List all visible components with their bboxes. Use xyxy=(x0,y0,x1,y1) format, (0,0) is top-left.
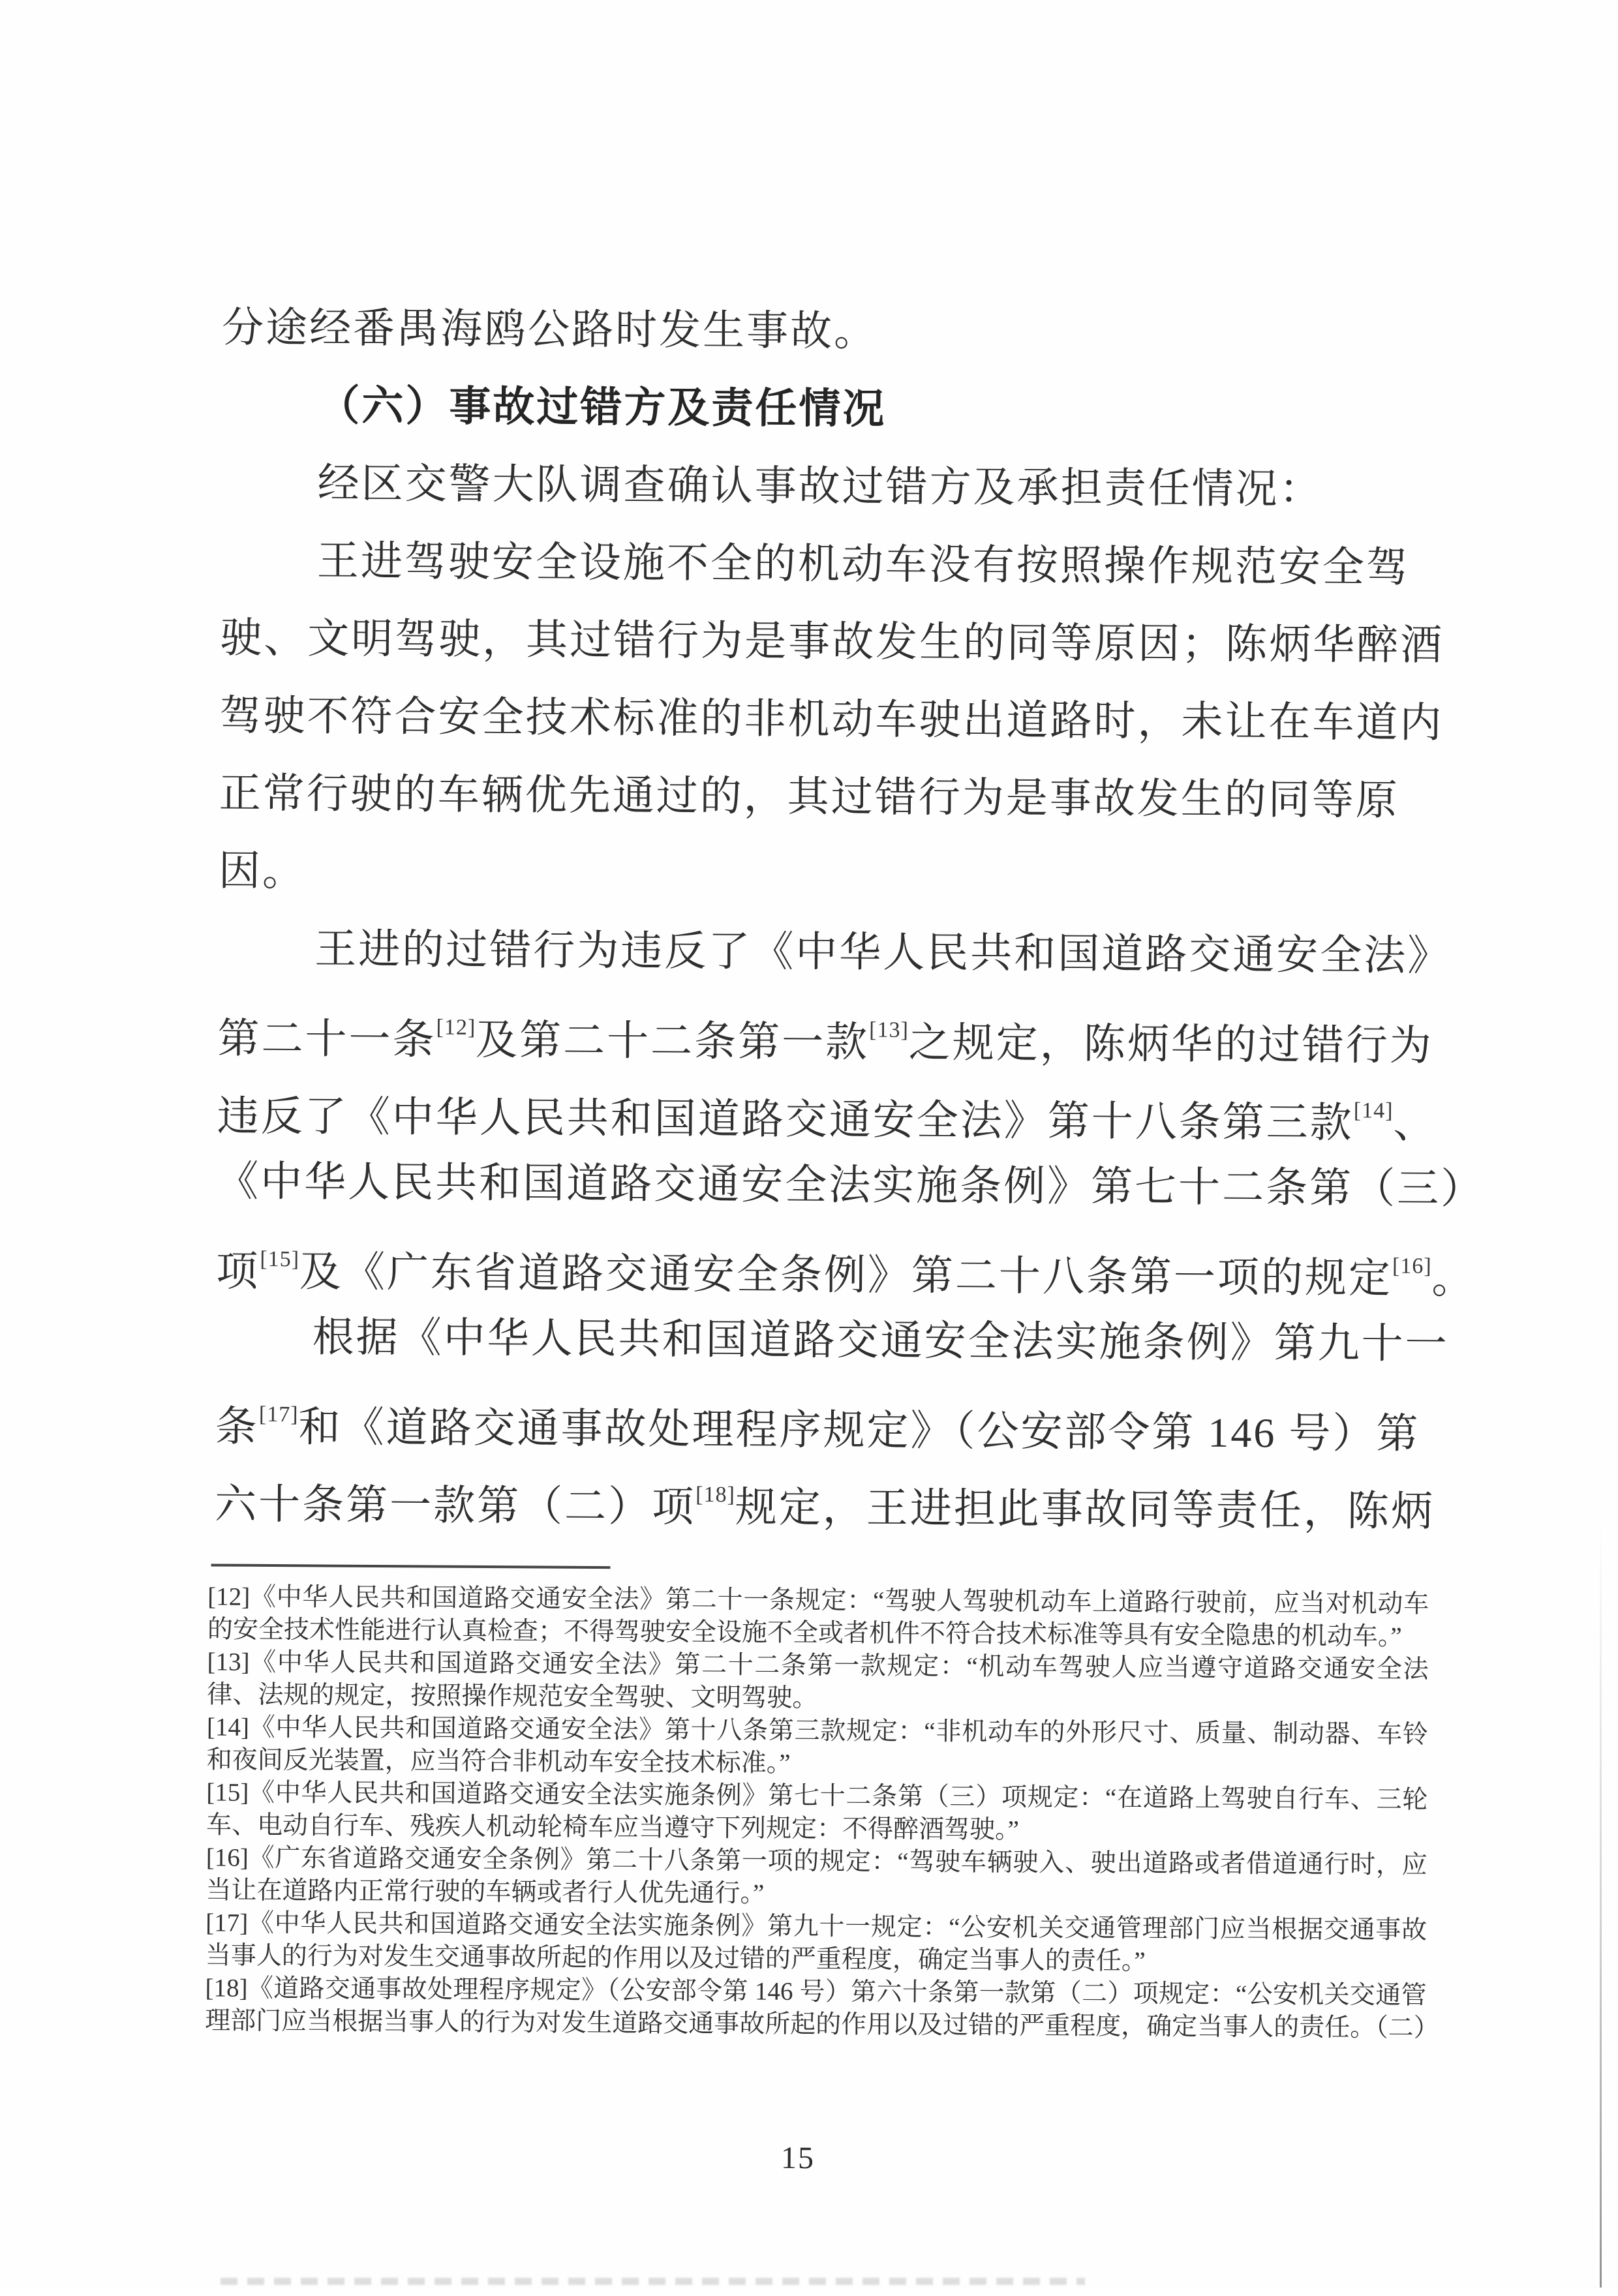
body-text-segment: 及第二十二条第一款 xyxy=(475,1016,870,1066)
footnote-item xyxy=(206,1907,1427,1979)
footnote-text: 《中华人民共和国道路交通安全法》第二十一条规定：“驾驶人驾驶机动车上道路行驶前，应当对机动车的安全技术性能进行认真检查；不得驾驶安全设施不全或者机件不符合技术标准等具有安全隐患的机动车。” xyxy=(207,1582,1429,1651)
body-text-segment: 、 xyxy=(1393,1100,1437,1147)
body-line xyxy=(215,1375,1456,1460)
footnote-marker: [13] xyxy=(207,1648,250,1676)
body-text-segment: 六十条第一款第（二）项 xyxy=(214,1481,696,1530)
footnote-text: 《道路交通事故处理程序规定》（公安部令第 146 号）第六十条第一款第（二）项规定：“公安机关交通管理部门应当根据当事人的行为对发生道路交通事故所起的作用以及过错的严重程度，确定当事人的责任。（二） xyxy=(205,1974,1439,2042)
body-text-segment: 第二十一条 xyxy=(217,1015,436,1063)
footnote-ref: [15] xyxy=(260,1246,300,1272)
footnote-item xyxy=(205,1972,1439,2044)
body-line xyxy=(215,1453,1455,1538)
body-text-segment: 分途经番禺海鸥公路时发生事故。 xyxy=(221,304,878,355)
section-heading xyxy=(221,367,1461,452)
footnote-marker: [14] xyxy=(206,1713,250,1742)
body-line xyxy=(219,832,1459,917)
body-line xyxy=(217,987,1458,1072)
footnote-ref: [18] xyxy=(695,1482,735,1507)
body-text-segment: 规定，王进担此事故同等责任，陈炳 xyxy=(735,1484,1435,1535)
body-line xyxy=(221,522,1461,607)
footnotes-section xyxy=(205,1580,1439,2044)
footnote-text: 《中华人民共和国道路交通安全法实施条例》第七十二条第（三）项规定：“在道路上驾驶自行车、三轮车、电动自行车、残疾人机动轮椅车应当遵守下列规定：不得醉酒驾驶。” xyxy=(206,1778,1428,1845)
footnote-marker: [15] xyxy=(206,1778,249,1807)
body-line xyxy=(217,1065,1457,1150)
body-line xyxy=(220,599,1460,685)
body-text-segment: 项 xyxy=(216,1248,260,1295)
body-text-segment: 正常行驶的车辆优先通过的，其过错行为是事故发生的同等原 xyxy=(219,770,1399,824)
footnote-text: 《中华人民共和国道路交通安全法》第二十二条第一款规定：“机动车驾驶人应当遵守道路交通安全法律、法规的规定，按照操作规范安全驾驶、文明驾驶。 xyxy=(207,1648,1429,1713)
footnote-ref: [17] xyxy=(258,1402,299,1427)
body-text-segment: 因。 xyxy=(218,847,307,895)
body-text-segment: 驶、文明驾驶，其过错行为是事故发生的同等原因；陈炳华醉酒 xyxy=(219,614,1444,669)
body-text-segment: 根据《中华人民共和国道路交通安全法实施条例》第九十一 xyxy=(312,1314,1449,1368)
body-text-segment: 驾驶不符合安全技术标准的非机动车驶出道路时，未让在车道内 xyxy=(219,692,1444,746)
next-page-bleed-artifact xyxy=(221,2278,1085,2285)
footnote-ref: [14] xyxy=(1353,1098,1394,1123)
body-text-segment: 《中华人民共和国道路交通安全法实施条例》第七十二条第（三） xyxy=(216,1158,1485,1213)
footnote-ref: [12] xyxy=(436,1015,476,1040)
body-line xyxy=(215,1297,1456,1383)
footnote-item xyxy=(207,1580,1429,1653)
footnote-marker: [18] xyxy=(205,1974,248,2002)
body-text-segment: 之规定，陈炳华的过错行为 xyxy=(908,1019,1433,1069)
footnote-item xyxy=(207,1646,1429,1718)
footnote-item xyxy=(206,1776,1428,1849)
body-line xyxy=(216,1142,1485,1228)
footnote-marker: [16] xyxy=(206,1843,249,1872)
body-text-segment: 。 xyxy=(1431,1255,1476,1303)
body-line xyxy=(218,909,1458,995)
page-number: 15 xyxy=(780,2140,816,2176)
body-text-segment: 及《广东省道路交通安全条例》第二十八条第一项的规定 xyxy=(299,1248,1393,1302)
footnote-ref: [13] xyxy=(869,1018,909,1042)
footnote-text: 《中华人民共和国道路交通安全法实施条例》第九十一规定：“公安机关交通管理部门应当根据交通事故当事人的行为对发生交通事故所起的作用以及过错的严重程度，确定当事人的责任。” xyxy=(205,1909,1427,1976)
footnote-marker: [12] xyxy=(207,1582,251,1611)
body-line xyxy=(222,289,1462,374)
footnote-text: 《中华人民共和国道路交通安全法》第十八条第三款规定：“非机动车的外形尺寸、质量、制动器、车铃和夜间反光装置，应当符合非机动车安全技术标准。” xyxy=(206,1713,1429,1777)
document-body xyxy=(214,289,1485,1539)
body-text-segment: 违反了《中华人民共和国道路交通安全法》第十八条第三款 xyxy=(217,1093,1354,1147)
body-line xyxy=(216,1220,1476,1305)
body-line xyxy=(219,677,1459,763)
body-text-segment: 经区交警大队调查确认事故过错方及承担责任情况： xyxy=(317,460,1323,513)
body-text-segment: 和《道路交通事故处理程序规定》（公安部令第 146 号）第 xyxy=(298,1404,1420,1457)
scan-edge-artifact xyxy=(1600,1520,1602,2288)
body-text-segment: 王进的过错行为违反了《中华人民共和国道路交通安全法》 xyxy=(314,926,1452,980)
body-text-segment: 王进驾驶安全设施不全的机动车没有按照操作规范安全驾 xyxy=(316,537,1411,591)
footnote-item xyxy=(207,1711,1429,1783)
footnote-marker: [17] xyxy=(206,1909,249,1937)
footnote-text: 《广东省道路交通安全条例》第二十八条第一项的规定：“驾驶车辆驶入、驶出道路或者借道通行时，应当让在道路内正常行驶的车辆或者行人优先通行。” xyxy=(206,1843,1427,1908)
body-text-segment: 条 xyxy=(215,1403,260,1450)
body-text-segment: （六）事故过错方及责任情况 xyxy=(318,382,887,432)
footnote-separator xyxy=(211,1563,611,1569)
footnote-ref: [16] xyxy=(1392,1254,1432,1278)
footnote-item xyxy=(206,1841,1427,1914)
body-line xyxy=(221,444,1461,530)
body-line xyxy=(219,754,1459,839)
